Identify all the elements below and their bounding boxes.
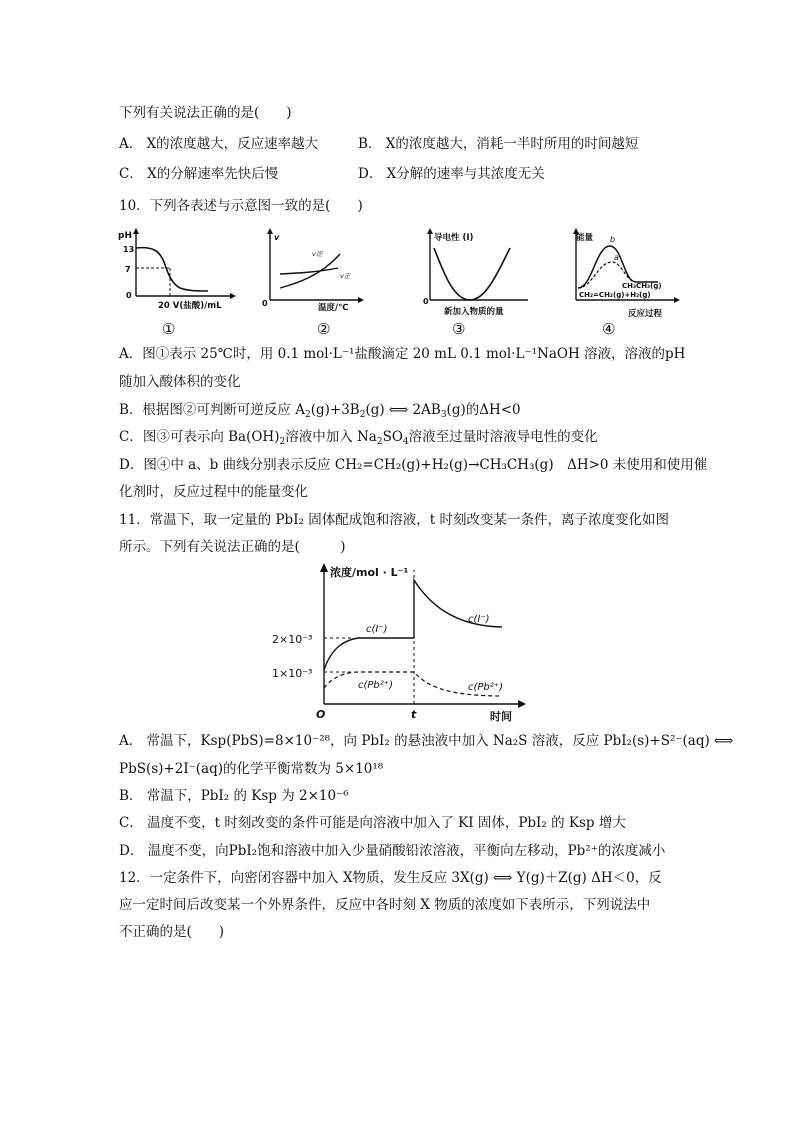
q10-stem: 10．下列各表述与示意图一致的是( ) [119,198,363,214]
fig4-product: CH₃CH₃(g) [622,282,662,290]
fig3-conductivity-curve [434,248,510,300]
fig1-ph-curve [136,248,208,291]
q9-stem: 下列有关说法正确的是( ) [119,105,292,121]
q10-option-a-line2: 随加入酸体积的变化 [119,374,241,390]
fig2-v-reverse: v逆 [312,250,323,258]
q11-option-b: B． 常温下，PbI₂ 的 Ksp 为 2×10⁻⁶ [119,788,349,804]
q11-option-a-line2: PbS(s)+2I⁻(aq)的化学平衡常数为 5×10¹⁸ [119,761,384,777]
fig3-number: ③ [452,320,466,338]
fig1-number: ① [162,320,176,338]
q9-option-b: B． X的浓度越大，消耗一半时所用的时间越短 [358,136,639,152]
fig1-tick-13: 13 [123,245,135,254]
q10-option-d-line1: D．图④中 a、b 曲线分别表示反应 CH₂=CH₂(g)+H₂(g)→CH₃CH₃(g) ΔH>0 未使用和使用催 [119,457,708,473]
fig4-number: ④ [602,320,616,338]
q11-stem-line2: 所示。下列有关说法正确的是( ) [119,539,346,555]
q12-line2: 应一定时间后改变某一个外界条件，反应中各时刻 X 物质的浓度如下表所示，下列说法中 [119,897,651,913]
q11-option-a-line1: A． 常温下，Ksp(PbS)=8×10⁻²⁸，向 PbI₂ 的悬浊液中加入 Na₂S 溶液，反应 PbI₂(s)+S²⁻(aq) ⟺ [119,733,734,749]
q12-line1: 12．一定条件下，向密闭容器中加入 X物质，发生反应 3X(g) ⟺ Y(g)＋Z(g) ΔH＜0，反 [119,870,662,886]
q10-option-c: C．图③可表示向 $Ba(OH)_2$溶液中加入 $Na_2SO_4$溶液至过量时溶液导电性的变化 [119,429,598,447]
fig1-y-label: pH [118,231,132,241]
q11-origin: O [316,708,326,721]
fig2-number: ② [317,320,331,338]
q11-curve-iodide [324,580,502,670]
q12-line3: 不正确的是( ) [119,924,225,940]
q11-option-d: D． 温度不变，向PbI₂饱和溶液中加入少量硝酸铅浓溶液，平衡向左移动，Pb²⁺的浓度减小 [119,843,666,859]
fig4-label-a: a [614,253,619,262]
figure-3-conductivity [420,226,540,342]
q11-cpb-before: c(Pb²⁺) [358,680,393,691]
figure-1-titration-curve [118,226,248,342]
fig2-x-label: 温度/℃ [318,303,349,313]
figure-2-rate-vs-temperature [262,226,367,342]
q10-option-a-line1: A．图①表示 25℃时，用 0.1 mol·L⁻¹盐酸滴定 20 mL 0.1 mol·L⁻¹NaOH 溶液，溶液的pH [119,346,686,362]
q11-tick-1e-3: 1×10⁻³ [272,667,313,680]
q11-option-c: C． 温度不变，t 时刻改变的条件可能是向溶液中加入了 KI 固体，PbI₂ 的 Ksp 增大 [119,815,626,831]
q9-option-d: D． X分解的速率与其浓度无关 [358,166,545,182]
q11-ci-before: c(I⁻) [366,624,388,635]
q11-ci-after: c(I⁻) [468,614,490,625]
fig2-origin: 0 [262,299,268,308]
q11-stem-line1: 11．常温下，取一定量的 PbI₂ 固体配成饱和溶液，t 时刻改变某一条件，离子浓度变化如图 [119,512,669,528]
fig2-y-label: v [274,233,280,242]
q11-x-label: 时间 [490,710,512,723]
q10-option-b: B．根据图②可判断可逆反应 $A_2(g)+3B_2(g)$ ⟺ $2AB_3(g)$的ΔH<0 [119,402,521,420]
fig3-origin: 0 [423,297,429,306]
fig4-x-label: 反应过程 [628,309,663,319]
fig4-label-b: b [610,235,616,244]
q11-concentration-chart [262,560,532,728]
fig2-curve-reverse [280,254,340,288]
fig2-v-forward: v正 [340,272,351,280]
q11-tick-2e-3: 2×10⁻³ [272,633,313,646]
fig3-y-label: 导电性 (I) [434,233,474,243]
q9-option-c: C． X的分解速率先快后慢 [119,166,279,182]
fig1-origin: 0 [126,291,132,300]
fig4-reactant: CH₂=CH₂(g)+H₂(g) [579,291,651,299]
q11-y-label: 浓度/mol · L⁻¹ [330,566,409,579]
q10-option-d-line2: 化剂时，反应过程中的能量变化 [119,484,308,500]
fig2-curve-forward [280,268,338,274]
fig1-tick-7: 7 [125,265,131,274]
fig3-x-label: 新加入物质的量 [444,307,504,317]
q11-cpb-after: c(Pb²⁺) [468,682,503,693]
q9-option-a: A． X的浓度越大，反应速率越大 [119,136,319,152]
q11-t-label: t [411,708,417,721]
fig1-x-label: 20 V(盐酸)/mL [158,301,222,311]
fig4-y-label: 能量 [576,233,594,243]
figure-4-energy-profile [566,226,684,342]
